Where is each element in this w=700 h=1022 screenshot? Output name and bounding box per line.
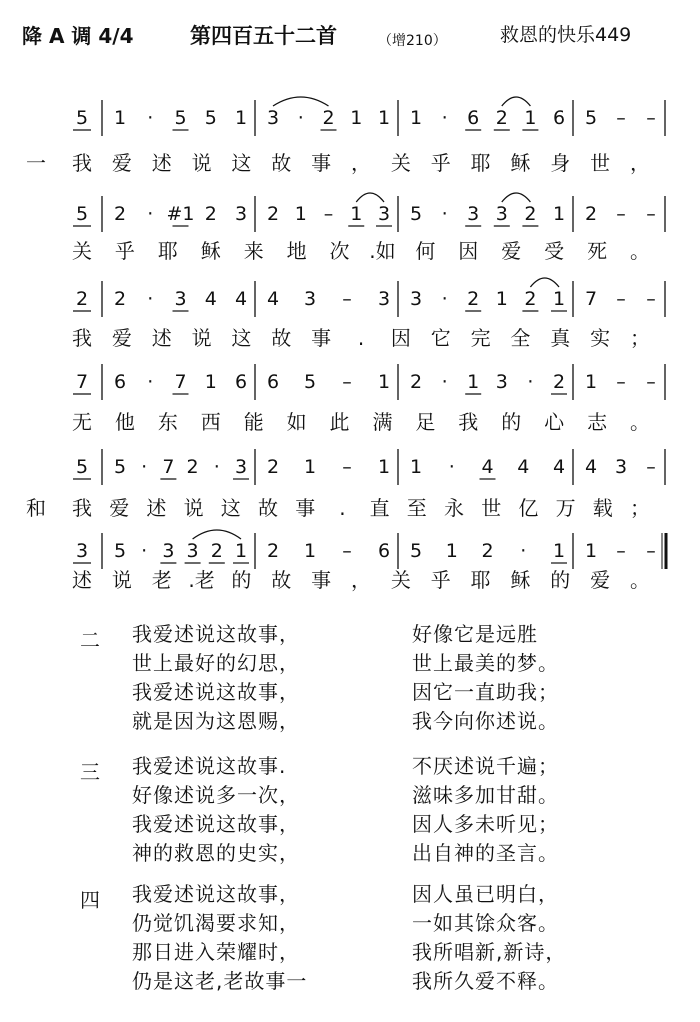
note: 1 — [584, 540, 598, 562]
lyric-char: 乎 — [114, 239, 135, 263]
note: 1 — [495, 288, 508, 310]
lyric-char: 。 — [630, 410, 650, 434]
verse-line: 不厌述说千遍； — [412, 754, 559, 778]
note: 3 — [234, 203, 248, 225]
note: 1 — [552, 540, 566, 562]
note: 5 — [75, 107, 89, 129]
dash: – — [616, 203, 626, 225]
lyric-char: 说 — [191, 326, 212, 350]
lyric-char: 述 — [151, 151, 172, 175]
verse-number: 四 — [80, 888, 100, 912]
lyric-char: 实 — [590, 326, 611, 350]
note: 1 — [409, 107, 423, 129]
note: 1 — [377, 371, 391, 393]
note: 6 — [266, 371, 280, 393]
lyric-char: 来 — [243, 239, 264, 263]
lyric-char: 何 — [415, 239, 436, 263]
verse-line: 好像述说多一次， — [132, 783, 300, 807]
note: 3 — [409, 288, 423, 310]
lyric-char: 死 — [587, 239, 608, 263]
lyric-char: 爱 — [109, 496, 130, 520]
lyric-char: 述 — [151, 326, 172, 350]
lyric-char: ； — [630, 326, 650, 350]
note: 5 — [113, 456, 127, 478]
lyric-char: 爱 — [111, 326, 132, 350]
note: 6 — [467, 107, 480, 129]
lyric-char: 事 — [295, 496, 316, 520]
verse-line: 世上最好的幻思， — [132, 651, 300, 675]
hymn-title: 第四百五十二首 — [190, 24, 337, 48]
note: 2 — [113, 288, 127, 310]
lyric-char: 这 — [231, 326, 252, 350]
note: 2 — [584, 203, 598, 225]
lyric-char: 亿 — [518, 496, 539, 520]
note: 1 — [234, 107, 248, 129]
note: 1 — [467, 371, 480, 393]
lyric-char: 说 — [183, 496, 204, 520]
note: 2 — [322, 107, 335, 129]
lyric-char: 关 — [390, 151, 411, 175]
note: 4 — [517, 456, 530, 478]
note: 7 — [162, 456, 175, 478]
dash: – — [616, 371, 626, 393]
note: 5 — [75, 203, 89, 225]
lyric-char: 如 — [286, 410, 307, 434]
note: 1 — [445, 540, 458, 562]
lyric-char: 。 — [630, 239, 650, 263]
verse-number: 二 — [80, 628, 100, 652]
lyric-char: 耶 — [470, 568, 491, 592]
dash: – — [646, 456, 656, 478]
note: 1 — [204, 371, 217, 393]
note: 3 — [495, 203, 508, 225]
note: 7 — [75, 371, 89, 393]
dot: · — [527, 371, 534, 393]
verse-line: 我所唱新,新诗， — [412, 940, 567, 964]
note: 6 — [552, 107, 566, 129]
note: 2 — [481, 540, 494, 562]
lyric-char: 的 — [231, 568, 252, 592]
note: 3 — [162, 540, 175, 562]
lyric-char: 事 — [311, 568, 332, 592]
lyric-char: 故 — [271, 326, 292, 350]
lyric-char: 故 — [271, 568, 292, 592]
note: 6 — [234, 371, 248, 393]
dash: – — [646, 288, 656, 310]
note: 1 — [377, 107, 391, 129]
note: 2 — [210, 540, 223, 562]
lyric-char: 的 — [501, 410, 522, 434]
lyric-char: 无 — [72, 410, 92, 434]
note: 2 — [113, 203, 127, 225]
dot: · — [441, 288, 448, 310]
lyric-char: 受 — [544, 239, 565, 263]
lyric-char: 心 — [544, 410, 565, 434]
dash: – — [323, 203, 334, 225]
note: 6 — [377, 540, 391, 562]
verse-line: 因它一直助我； — [412, 680, 559, 704]
lyric-char: 稣 — [510, 568, 531, 592]
note: 6 — [113, 371, 127, 393]
note: 5 — [409, 203, 423, 225]
note: 3 — [495, 371, 508, 393]
note: 1 — [294, 203, 307, 225]
tie-slur — [193, 530, 241, 539]
note: 5 — [113, 540, 127, 562]
lyric-char: 全 — [510, 326, 531, 350]
key-signature: 降 A 调 4/4 — [22, 24, 134, 48]
lyric-char: 。 — [630, 568, 650, 592]
lyric-char: 说 — [191, 151, 212, 175]
dash: – — [342, 456, 352, 478]
note: 2 — [552, 371, 566, 393]
lyric-char: 这 — [231, 151, 252, 175]
verse-number: 三 — [80, 760, 100, 784]
verse-line: 仍觉饥渴要求知， — [132, 911, 300, 935]
note: 3 — [377, 203, 391, 225]
lyric-char: 老 — [151, 568, 172, 592]
lyric-char: ， — [351, 151, 371, 175]
lyric-char: 身 — [550, 151, 571, 175]
lyric-char: 直 — [369, 496, 390, 520]
note: 7 — [174, 371, 187, 393]
lyric-char: 载 — [592, 496, 613, 520]
note: 3 — [186, 540, 199, 562]
note: 1 — [303, 540, 317, 562]
note: 2 — [204, 203, 217, 225]
note: 5 — [409, 540, 423, 562]
note: 5 — [174, 107, 187, 129]
lyric-char: 爱 — [111, 151, 132, 175]
lyric-char: 故 — [271, 151, 292, 175]
lyric-char: 此 — [329, 410, 350, 434]
lyric-char: 爱 — [590, 568, 611, 592]
lyric-char: 事 — [311, 151, 332, 175]
dot: · — [147, 203, 154, 225]
lyric-char: 至 — [406, 496, 427, 520]
note: 5 — [584, 107, 598, 129]
tie-slur — [530, 278, 559, 287]
note: 1 — [350, 107, 363, 129]
note: 5 — [75, 456, 89, 478]
note: 4 — [552, 456, 566, 478]
verse-line: 因人虽已明白， — [412, 882, 559, 906]
dot: · — [441, 107, 448, 129]
lyric-char: 足 — [415, 410, 436, 434]
note: 4 — [266, 288, 280, 310]
verse-line: 出自神的圣言。 — [412, 841, 559, 865]
verse-line: 仍是这老,老故事一 — [132, 969, 308, 993]
dash: – — [616, 288, 626, 310]
lyric-char: 世 — [481, 496, 502, 520]
lyric-char: ； — [630, 496, 650, 520]
lyric-char: 它 — [430, 326, 451, 350]
dash: – — [646, 371, 656, 393]
note: 1 — [113, 107, 127, 129]
lyric-char: 稣 — [510, 151, 531, 175]
verse-line: 滋味多加甘甜。 — [412, 783, 559, 807]
note: 1 — [584, 371, 598, 393]
verse-line: 我所久爱不释。 — [412, 969, 559, 993]
dot: · — [520, 540, 527, 562]
lyric-char: ， — [630, 151, 650, 175]
dash: – — [342, 371, 352, 393]
lyric-char: 关 — [390, 568, 411, 592]
note: 2 — [467, 288, 480, 310]
lyric-char: 乎 — [430, 568, 451, 592]
verse-line: 好像它是远胜 — [412, 622, 538, 646]
verse-line: 我爱述说这故事， — [132, 882, 300, 906]
alt-hymnal-ref: 救恩的快乐449 — [500, 24, 632, 46]
note: 4 — [481, 456, 494, 478]
note: 3 — [303, 288, 317, 310]
note: 1 — [552, 288, 566, 310]
verse-line: 我爱述说这故事， — [132, 812, 300, 836]
dash: – — [646, 203, 656, 225]
dash: – — [646, 107, 656, 129]
note: 4 — [234, 288, 248, 310]
lyric-char: 他 — [114, 410, 135, 434]
lyric-char: 事 — [311, 326, 332, 350]
lyric-char: 完 — [470, 326, 491, 350]
lyric-char: .如 — [369, 239, 396, 263]
lyric-char: 故 — [258, 496, 278, 520]
note: 4 — [204, 288, 217, 310]
note: 2 — [266, 203, 280, 225]
dot: · — [441, 203, 448, 225]
lyric-char: 耶 — [157, 239, 178, 263]
lyric-char: 述 — [72, 568, 92, 592]
tie-slur — [356, 193, 384, 202]
verse-line: 我今向你述说。 — [412, 709, 559, 733]
note: #1 — [166, 203, 195, 225]
dot: · — [147, 288, 154, 310]
dash: – — [616, 540, 626, 562]
dot: · — [141, 540, 148, 562]
note: 2 — [524, 203, 537, 225]
lyric-char: 耶 — [470, 151, 491, 175]
tie-slur — [502, 97, 531, 106]
lyric-char: 世 — [590, 151, 611, 175]
lyric-char: 东 — [157, 410, 178, 434]
lyric-char: ， — [351, 568, 371, 592]
note: 3 — [174, 288, 187, 310]
note: 3 — [266, 107, 280, 129]
dot: · — [448, 456, 455, 478]
dash: – — [646, 540, 656, 562]
note: 5 — [204, 107, 217, 129]
lyric-char: 说 — [111, 568, 132, 592]
lyric-char: 乎 — [430, 151, 451, 175]
lyric-char: . — [339, 496, 346, 520]
note: 3 — [614, 456, 628, 478]
lyric-char: 西 — [200, 410, 221, 434]
note: 3 — [377, 288, 391, 310]
dot: · — [147, 107, 154, 129]
note: 1 — [409, 456, 423, 478]
lyric-char: 因 — [458, 239, 479, 263]
dash: – — [342, 540, 352, 562]
lyric-char: 万 — [555, 496, 576, 520]
lyric-char: 这 — [220, 496, 241, 520]
note: 2 — [266, 456, 280, 478]
note: 1 — [350, 203, 363, 225]
note: 1 — [377, 456, 391, 478]
verse-line: 神的救恩的史实， — [132, 841, 300, 865]
dot: · — [141, 456, 148, 478]
verse-line: 我爱述说这故事， — [132, 680, 300, 704]
note: 7 — [584, 288, 598, 310]
lyric-char: 关 — [72, 239, 92, 263]
lyric-char: 的 — [550, 568, 571, 592]
note: 1 — [234, 540, 248, 562]
verse-number: 和 — [26, 496, 46, 520]
note: 2 — [186, 456, 199, 478]
lyric-char: 志 — [587, 410, 608, 434]
dash: – — [342, 288, 352, 310]
tie-slur — [502, 193, 531, 202]
verse-number: 一 — [26, 151, 46, 175]
note: 3 — [75, 540, 89, 562]
note: 2 — [409, 371, 423, 393]
lyric-char: 我 — [72, 326, 92, 350]
note: 3 — [467, 203, 480, 225]
note: 1 — [524, 107, 537, 129]
lyric-char: 真 — [550, 326, 571, 350]
verse-line: 一如其馀众客。 — [412, 911, 559, 935]
lyric-char: 满 — [372, 410, 393, 434]
note: 2 — [495, 107, 508, 129]
note: 4 — [584, 456, 598, 478]
lyric-char: 稣 — [200, 239, 221, 263]
note: 2 — [524, 288, 537, 310]
verse-line: 世上最美的梦。 — [412, 651, 559, 675]
lyric-char: 地 — [286, 239, 307, 263]
tie-slur — [273, 97, 329, 106]
lyric-char: 述 — [146, 496, 167, 520]
dash: – — [616, 107, 626, 129]
note: 1 — [303, 456, 317, 478]
lyric-char: 爱 — [501, 239, 522, 263]
lyric-char: 我 — [72, 151, 92, 175]
note: 3 — [234, 456, 248, 478]
lyric-char: . — [357, 326, 365, 350]
note: 2 — [75, 288, 89, 310]
verse-line: 那日进入荣耀时， — [132, 940, 300, 964]
lyric-char: 我 — [72, 496, 92, 520]
dot: · — [441, 371, 448, 393]
verse-line: 我爱述说这故事， — [132, 622, 300, 646]
note: 5 — [303, 371, 317, 393]
lyric-char: 我 — [458, 410, 479, 434]
dot: · — [213, 456, 220, 478]
dot: · — [147, 371, 154, 393]
verse-line: 因人多未听见； — [412, 812, 559, 836]
note: 1 — [552, 203, 566, 225]
verse-line: 就是因为这恩赐， — [132, 709, 300, 733]
hymn-subtitle: （增210） — [378, 33, 447, 49]
lyric-char: 永 — [444, 496, 464, 520]
verse-line: 我爱述说这故事. — [132, 754, 287, 778]
note: 2 — [266, 540, 280, 562]
lyric-char: .老 — [188, 568, 215, 592]
lyric-char: 能 — [243, 410, 264, 434]
lyric-char: 次 — [329, 239, 350, 263]
lyric-char: 因 — [390, 326, 411, 350]
dot: · — [297, 107, 304, 129]
